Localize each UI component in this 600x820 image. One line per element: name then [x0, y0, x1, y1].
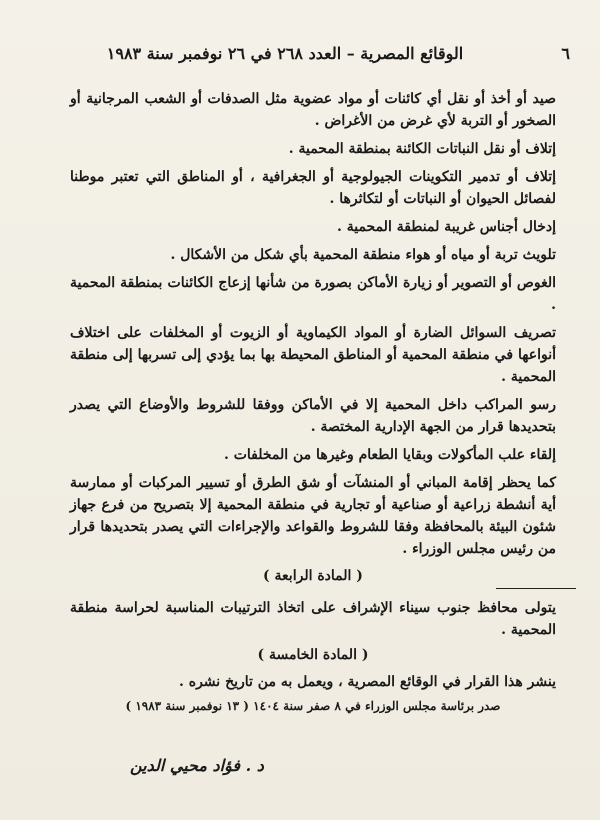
paragraph-diving: الغوص أو التصوير أو زيارة الأماكن بصورة من شأنها إزعاج الكائنات بمنطقة المحمية . [70, 275, 556, 313]
paragraph-anchoring: رسو المراكب داخل المحمية إلا في الأماكن ووفقا للشروط والأوضاع التي يصدر بتحديدها قرار من الجهة الإدارية المختصة . [70, 397, 556, 435]
paragraph-hunting: صيد أو أخذ أو نقل أي كائنات أو مواد عضوية مثل الصدفات أو الشعب المرجانية أو الصخور أو التربة لأي غرض من الأغراض . [70, 91, 556, 129]
paragraph-construction: كما يحظر إقامة المباني أو المنشآت أو شق الطرق أو تسيير المركبات أو ممارسة أية أنشطة زراعية أو صناعية أو تجارية في منطقة المحمية إلا بتصريح من فرع جهاز شئون البيئة بالمحافظة وفقا للشروط والقواعد والإجراءات التي يصدر بتحديدها قرار من رئيس مجلس الوزراء . [70, 475, 556, 557]
signature: د . فؤاد محيي الدين [130, 756, 264, 775]
paragraph-pollution: تلويث تربة أو مياه أو هواء منطقة المحمية بأي شكل من الأشكال . [170, 247, 556, 263]
article-5-text: ينشر هذا القرار في الوقائع المصرية ، ويعمل به من تاريخ نشره . [179, 674, 556, 690]
article-4-text: يتولى محافظ جنوب سيناء الإشراف على اتخاذ الترتيبات المناسبة لحراسة منطقة المحمية . [70, 600, 556, 638]
paragraph-foreign-species: إدخال أجناس غريبة لمنطقة المحمية . [336, 219, 556, 235]
gazette-header-title: الوقائع المصرية – العدد ٢٦٨ في ٢٦ نوفمبر سنة ١٩٨٣ [106, 43, 464, 63]
document-body [70, 88, 556, 713]
page-number: ٦ [561, 43, 570, 63]
paragraph-waste: إلقاء علب المأكولات وبقايا الطعام وغيرها من المخلفات . [223, 447, 556, 463]
page-header [30, 28, 570, 78]
article-divider [496, 588, 576, 589]
paragraph-discharge: تصريف السوائل الضارة أو المواد الكيماوية أو الزيوت أو المخلفات على اختلاف أنواعها في منطقة المحمية أو المناطق المحيطة بها بما يؤدي إلى تسربها إلى منطقة المحمية . [70, 325, 556, 385]
article-5-heading: ( المادة الخامسة ) [257, 647, 369, 663]
article-4-heading: ( المادة الرابعة ) [263, 568, 363, 584]
issuance-note: صدر برئاسة مجلس الوزراء في ٨ صفر سنة ١٤٠٤ ( ١٣ نوفمبر سنة ١٩٨٣ ) [125, 699, 501, 713]
paragraph-geology: إتلاف أو تدمير التكوينات الجيولوجية أو الجغرافية ، أو المناطق التي تعتبر موطنا لفصائل الحيوان أو النباتات أو لتكاثرها . [70, 169, 556, 207]
paragraph-plants: إتلاف أو نقل النباتات الكائنة بمنطقة المحمية . [288, 141, 556, 157]
